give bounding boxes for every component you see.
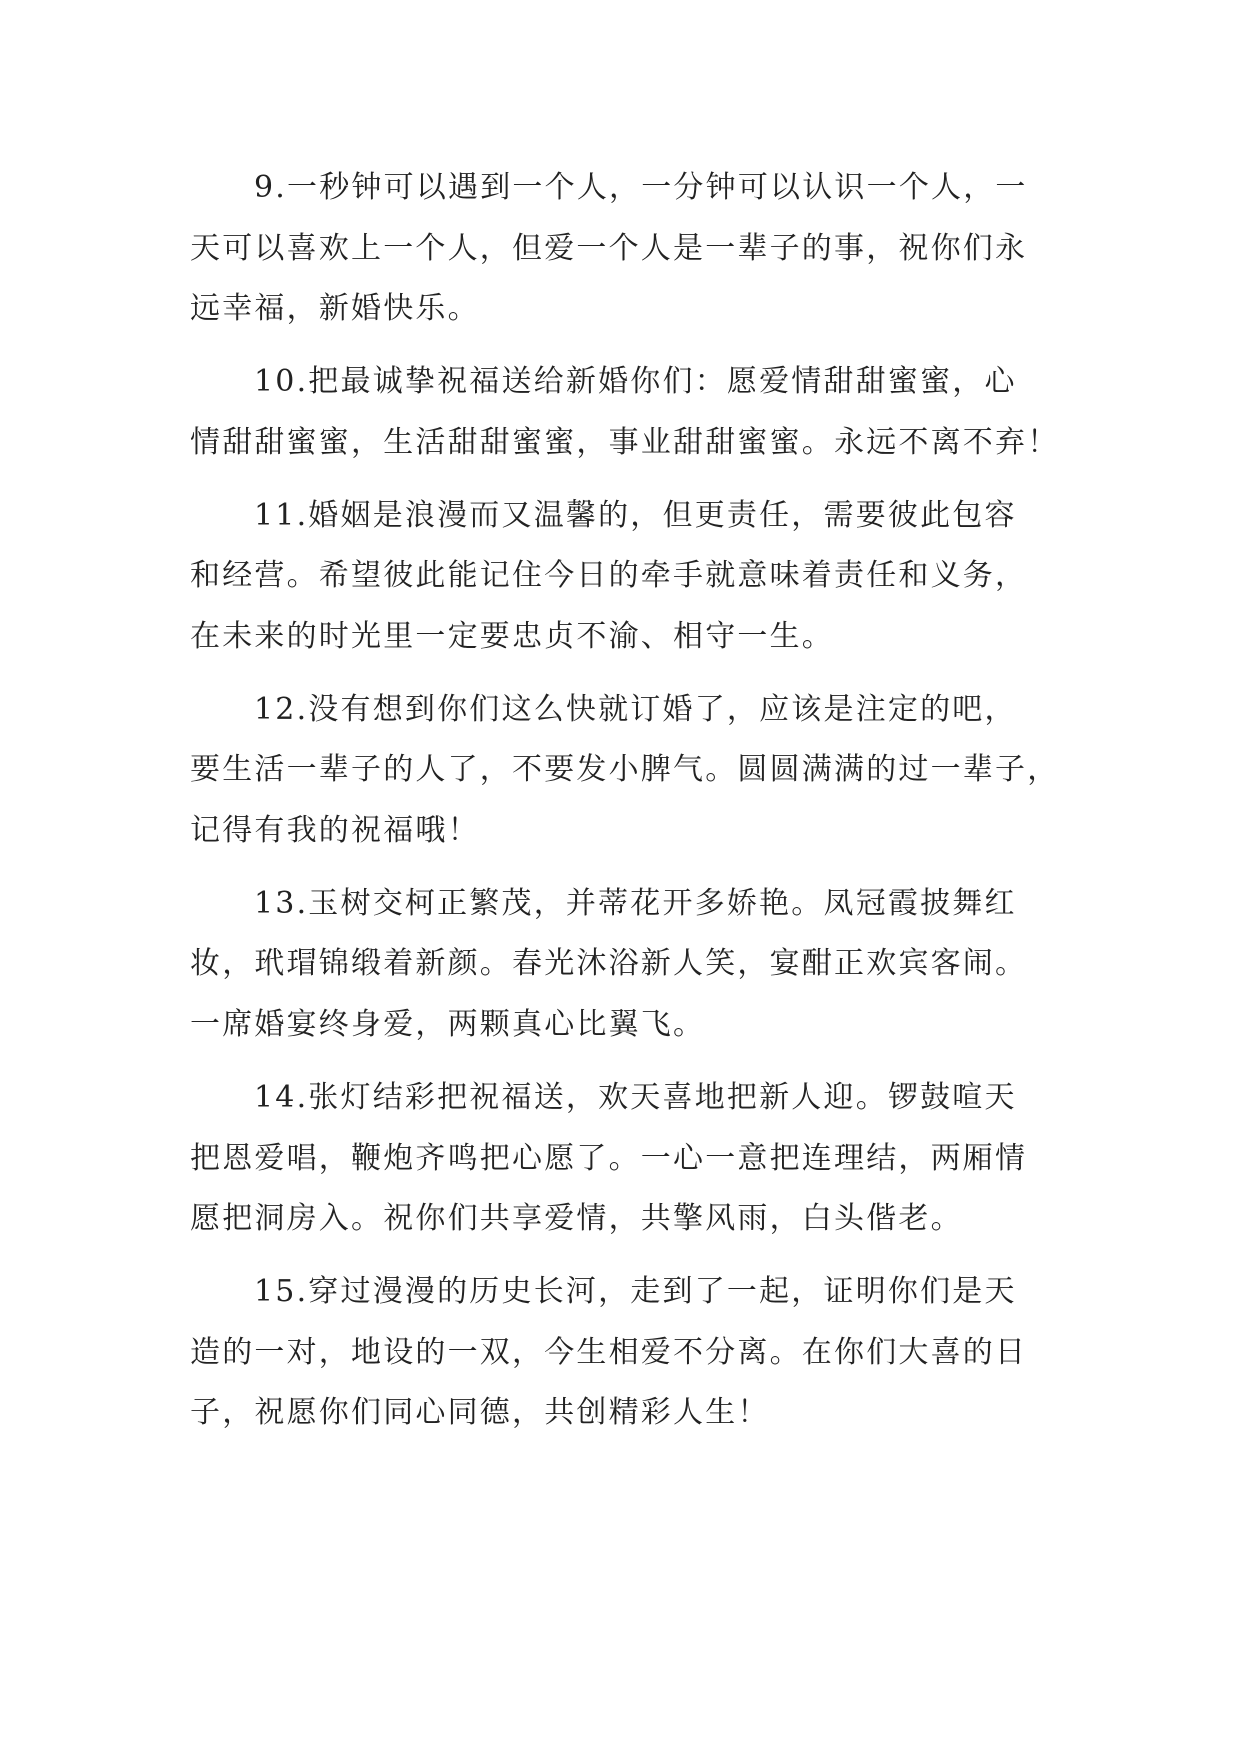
paragraph-line: 在未来的时光里一定要忠贞不渝、相守一生。 (190, 618, 834, 654)
paragraph-line: 妆，玳瑁锦缎着新颜。春光沐浴新人笑，宴酣正欢宾客闹。 (190, 946, 1028, 982)
paragraph-line: 13.玉树交柯正繁茂，并蒂花开多娇艳。凤冠霞披舞红 (254, 885, 1017, 921)
paragraph-line: 天可以喜欢上一个人，但爱一个人是一辈子的事，祝你们永 (190, 230, 1028, 266)
paragraph-line: 15.穿过漫漫的历史长河，走到了一起，证明你们是天 (254, 1273, 1017, 1309)
paragraph-11 (190, 486, 1058, 668)
paragraph-line: 情甜甜蜜蜜，生活甜甜蜜蜜，事业甜甜蜜蜜。永远不离不弃！ (190, 424, 1060, 460)
paragraph-12 (190, 680, 1058, 862)
paragraph-line: 14.张灯结彩把祝福送，欢天喜地把新人迎。锣鼓喧天 (254, 1079, 1017, 1115)
paragraph-line: 9.一秒钟可以遇到一个人，一分钟可以认识一个人，一 (254, 170, 1028, 205)
paragraph-line: 愿把洞房入。祝你们共享爱情，共擎风雨，白头偕老。 (190, 1201, 963, 1237)
paragraph-line: 12.没有想到你们这么快就订婚了，应该是注定的吧， (254, 691, 1017, 727)
paragraph-line: 把恩爱唱，鞭炮齐鸣把心愿了。一心一意把连理结，两厢情 (190, 1140, 1028, 1176)
paragraph-line: 子，祝愿你们同心同德，共创精彩人生！ (190, 1395, 770, 1431)
paragraph-line: 要生活一辈子的人了，不要发小脾气。圆圆满满的过一辈子， (190, 752, 1060, 788)
paragraph-line: 10.把最诚挚祝福送给新婚你们：愿爱情甜甜蜜蜜，心 (254, 364, 1017, 400)
paragraph-line: 11.婚姻是浪漫而又温馨的，但更责任，需要彼此包容 (254, 497, 1017, 533)
paragraph-line: 造的一对，地设的一双，今生相爱不分离。在你们大喜的日 (190, 1334, 1028, 1370)
paragraph-9 (190, 158, 1058, 340)
paragraph-15 (190, 1262, 1058, 1444)
paragraph-line: 一席婚宴终身爱，两颗真心比翼飞。 (190, 1007, 706, 1043)
paragraph-line: 记得有我的祝福哦！ (190, 813, 480, 849)
document-body (190, 158, 1058, 1456)
paragraph-14 (190, 1068, 1058, 1250)
paragraph-10 (190, 352, 1058, 473)
paragraph-line: 远幸福，新婚快乐。 (190, 291, 480, 327)
paragraph-line: 和经营。希望彼此能记住今日的牵手就意味着责任和义务， (190, 558, 1028, 594)
paragraph-13 (190, 874, 1058, 1056)
